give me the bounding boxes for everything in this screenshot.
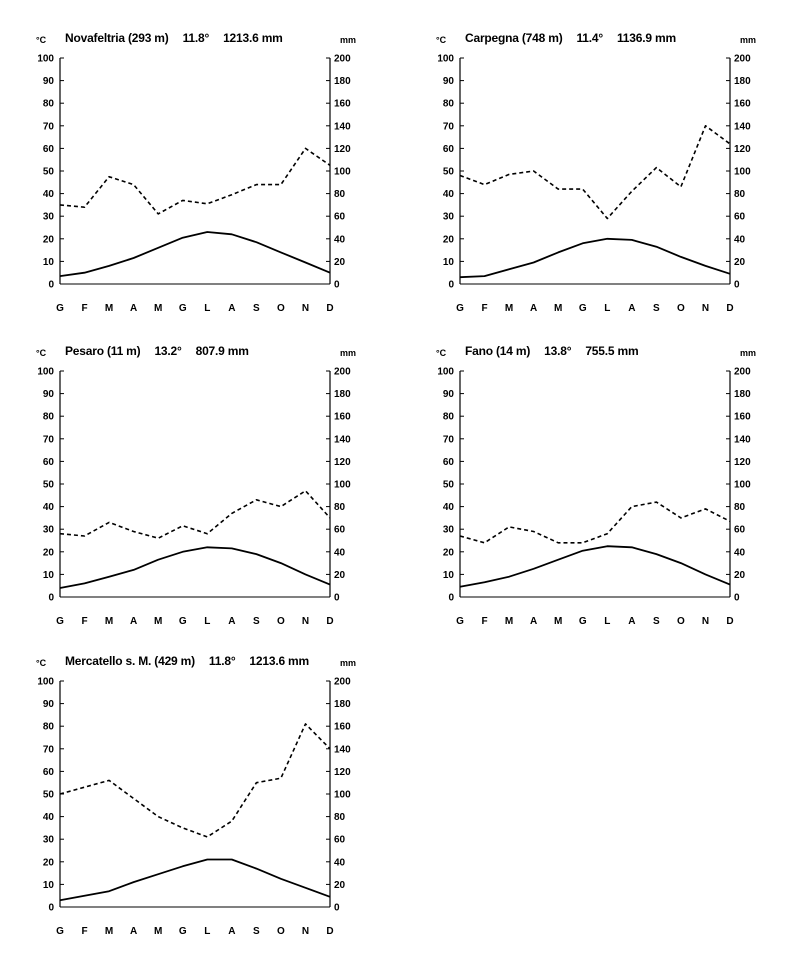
right-tick-label: 180 — [334, 76, 351, 88]
left-tick-label: 0 — [448, 279, 454, 291]
temp-unit-label: °C — [36, 658, 47, 668]
right-tick-label: 0 — [734, 592, 740, 604]
right-tick-label: 120 — [334, 456, 351, 468]
right-tick-label: 100 — [334, 166, 351, 178]
precipitation-line — [460, 502, 730, 543]
left-tick-label: 0 — [448, 592, 454, 604]
left-tick-label: 40 — [42, 812, 54, 824]
x-tick-label: L — [604, 616, 611, 627]
left-tick-label: 90 — [42, 699, 54, 711]
x-tick-label: M — [154, 303, 163, 314]
right-tick-label: 20 — [334, 569, 346, 581]
x-tick-label: F — [481, 616, 488, 627]
x-tick-label: S — [653, 303, 660, 314]
left-tick-label: 10 — [42, 569, 54, 581]
left-tick-label: 0 — [48, 592, 54, 604]
right-tick-label: 20 — [734, 569, 746, 581]
right-tick-label: 0 — [734, 279, 740, 291]
right-tick-label: 140 — [334, 744, 351, 756]
right-tick-label: 60 — [334, 211, 346, 223]
x-tick-label: M — [504, 616, 514, 627]
x-tick-label: G — [456, 303, 464, 314]
left-tick-label: 50 — [442, 166, 454, 178]
x-tick-label: D — [726, 303, 734, 314]
x-tick-label: O — [277, 303, 285, 314]
left-tick-label: 80 — [442, 411, 454, 423]
right-tick-label: 160 — [334, 98, 351, 110]
left-tick-label: 10 — [442, 256, 454, 268]
right-tick-label: 200 — [334, 676, 351, 688]
x-tick-label: S — [253, 303, 260, 314]
annual-precip: 755.5 mm — [585, 344, 639, 358]
left-tick-label: 0 — [48, 902, 54, 914]
temp-unit-label: °C — [36, 35, 47, 45]
left-tick-label: 50 — [42, 789, 54, 801]
right-tick-label: 80 — [734, 502, 746, 514]
left-tick-label: 30 — [42, 834, 54, 846]
left-tick-label: 90 — [442, 76, 454, 88]
temperature-line — [460, 546, 730, 587]
left-tick-label: 10 — [42, 879, 54, 891]
x-tick-label: D — [326, 303, 334, 314]
left-tick-label: 20 — [42, 234, 54, 246]
left-tick-label: 0 — [48, 279, 54, 291]
x-tick-label: M — [104, 616, 114, 627]
left-tick-label: 30 — [42, 524, 54, 536]
left-tick-label: 50 — [442, 479, 454, 491]
mean-temp: 13.2° — [154, 344, 182, 358]
left-tick-label: 60 — [42, 143, 54, 155]
right-tick-label: 40 — [334, 547, 346, 559]
right-tick-label: 100 — [734, 166, 751, 178]
chart-panel — [30, 30, 380, 330]
station-name: Mercatello s. M. (429 m) — [65, 654, 195, 668]
right-tick-label: 40 — [734, 547, 746, 559]
left-tick-label: 60 — [42, 766, 54, 778]
right-tick-label: 140 — [334, 121, 351, 133]
temp-unit-label: °C — [436, 348, 447, 358]
x-tick-label: M — [154, 926, 163, 937]
left-tick-label: 80 — [42, 721, 54, 733]
right-tick-label: 80 — [734, 189, 746, 201]
temperature-line — [60, 232, 330, 276]
left-tick-label: 30 — [442, 211, 454, 223]
x-tick-label: O — [677, 303, 685, 314]
right-tick-label: 120 — [334, 766, 351, 778]
left-tick-label: 70 — [42, 744, 54, 756]
annual-precip: 1136.9 mm — [617, 31, 676, 45]
left-tick-label: 40 — [442, 502, 454, 514]
chart-panel — [430, 30, 780, 330]
precipitation-line — [60, 491, 330, 538]
precip-unit-label: mm — [340, 35, 357, 45]
left-tick-label: 60 — [442, 456, 454, 468]
left-tick-label: 10 — [42, 256, 54, 268]
x-tick-label: D — [326, 926, 334, 937]
right-tick-label: 100 — [334, 479, 351, 491]
right-tick-label: 0 — [334, 902, 340, 914]
x-tick-label: G — [56, 926, 64, 937]
left-tick-label: 100 — [37, 366, 54, 378]
right-tick-label: 0 — [334, 592, 340, 604]
left-tick-label: 30 — [42, 211, 54, 223]
x-tick-label: N — [701, 303, 710, 314]
left-tick-label: 70 — [442, 434, 454, 446]
x-tick-label: L — [604, 303, 611, 314]
mean-temp: 11.8° — [182, 31, 210, 45]
x-tick-label: G — [456, 616, 464, 627]
left-tick-label: 80 — [42, 411, 54, 423]
right-tick-label: 120 — [334, 143, 351, 155]
precipitation-line — [60, 148, 330, 214]
right-tick-label: 180 — [334, 699, 351, 711]
x-tick-label: O — [677, 616, 685, 627]
right-tick-label: 40 — [734, 234, 746, 246]
left-tick-label: 80 — [442, 98, 454, 110]
right-tick-label: 80 — [334, 812, 346, 824]
right-tick-label: 100 — [334, 789, 351, 801]
left-tick-label: 100 — [437, 53, 454, 65]
x-tick-label: M — [104, 926, 114, 937]
right-tick-label: 0 — [334, 279, 340, 291]
x-tick-label: D — [326, 616, 334, 627]
left-tick-label: 100 — [37, 53, 54, 65]
right-tick-label: 20 — [734, 256, 746, 268]
x-tick-label: A — [130, 303, 138, 314]
x-tick-label: A — [228, 926, 236, 937]
left-tick-label: 20 — [42, 857, 54, 869]
x-tick-label: L — [204, 616, 211, 627]
x-tick-label: A — [228, 303, 236, 314]
x-tick-label: S — [653, 616, 660, 627]
mean-temp: 11.4° — [576, 31, 603, 45]
x-tick-label: G — [178, 926, 187, 937]
left-tick-label: 20 — [442, 234, 454, 246]
right-tick-label: 80 — [334, 189, 346, 201]
x-tick-label: F — [81, 303, 88, 314]
x-tick-label: G — [578, 303, 587, 314]
chart-svg — [430, 30, 780, 330]
right-tick-label: 200 — [734, 366, 751, 378]
precip-unit-label: mm — [740, 348, 757, 358]
right-tick-label: 120 — [734, 143, 751, 155]
right-tick-label: 200 — [334, 53, 351, 65]
right-tick-label: 200 — [734, 53, 751, 65]
x-tick-label: D — [726, 616, 734, 627]
x-tick-label: G — [56, 303, 64, 314]
temp-unit-label: °C — [436, 35, 447, 45]
x-tick-label: G — [178, 616, 187, 627]
right-tick-label: 80 — [334, 502, 346, 514]
chart-panel — [430, 343, 780, 643]
x-tick-label: F — [481, 303, 488, 314]
left-tick-label: 50 — [42, 166, 54, 178]
x-tick-label: N — [301, 926, 310, 937]
x-tick-label: F — [81, 926, 88, 937]
x-tick-label: S — [253, 926, 260, 937]
x-tick-label: O — [277, 616, 285, 627]
x-tick-label: M — [154, 616, 163, 627]
right-tick-label: 60 — [334, 524, 346, 536]
station-name: Novafeltria (293 m) — [65, 31, 169, 45]
right-tick-label: 140 — [734, 121, 751, 133]
x-tick-label: L — [204, 926, 211, 937]
annual-precip: 807.9 mm — [195, 344, 249, 358]
right-tick-label: 40 — [334, 857, 346, 869]
right-tick-label: 40 — [334, 234, 346, 246]
precip-unit-label: mm — [340, 658, 357, 668]
left-tick-label: 80 — [42, 98, 54, 110]
x-tick-label: N — [301, 303, 310, 314]
right-tick-label: 160 — [734, 411, 751, 423]
right-tick-label: 60 — [734, 524, 746, 536]
x-tick-label: M — [104, 303, 114, 314]
x-tick-label: A — [130, 616, 138, 627]
x-tick-label: L — [204, 303, 211, 314]
chart-svg — [30, 30, 380, 330]
left-tick-label: 100 — [437, 366, 454, 378]
left-tick-label: 10 — [442, 569, 454, 581]
left-tick-label: 70 — [42, 121, 54, 133]
right-tick-label: 60 — [734, 211, 746, 223]
station-name: Pesaro (11 m) — [65, 344, 141, 358]
x-tick-label: A — [628, 616, 636, 627]
x-tick-label: M — [554, 303, 563, 314]
station-name: Carpegna (748 m) — [465, 31, 563, 45]
right-tick-label: 180 — [334, 389, 351, 401]
right-tick-label: 20 — [334, 256, 346, 268]
annual-precip: 1213.6 mm — [223, 31, 283, 45]
temperature-line — [460, 239, 730, 277]
x-tick-label: A — [628, 303, 636, 314]
x-tick-label: F — [81, 616, 88, 627]
precipitation-line — [460, 126, 730, 219]
temperature-line — [60, 860, 330, 901]
right-tick-label: 160 — [334, 411, 351, 423]
station-name: Fano (14 m) — [465, 344, 531, 358]
x-tick-label: N — [301, 616, 310, 627]
left-tick-label: 60 — [42, 456, 54, 468]
left-tick-label: 30 — [442, 524, 454, 536]
x-tick-label: S — [253, 616, 260, 627]
chart-svg — [30, 653, 380, 953]
left-tick-label: 70 — [42, 434, 54, 446]
chart-panel — [30, 343, 380, 643]
left-tick-label: 20 — [442, 547, 454, 559]
left-tick-label: 100 — [37, 676, 54, 688]
left-tick-label: 50 — [42, 479, 54, 491]
mean-temp: 11.8° — [208, 654, 236, 668]
x-tick-label: A — [228, 616, 236, 627]
x-tick-label: A — [530, 616, 538, 627]
left-tick-label: 20 — [42, 547, 54, 559]
right-tick-label: 20 — [334, 879, 346, 891]
left-tick-label: 40 — [42, 189, 54, 201]
x-tick-label: N — [701, 616, 710, 627]
chart-panel — [30, 653, 380, 953]
right-tick-label: 100 — [734, 479, 751, 491]
x-tick-label: G — [178, 303, 187, 314]
left-tick-label: 70 — [442, 121, 454, 133]
temperature-line — [60, 547, 330, 588]
right-tick-label: 120 — [734, 456, 751, 468]
precip-unit-label: mm — [340, 348, 357, 358]
chart-svg — [30, 343, 380, 643]
right-tick-label: 160 — [734, 98, 751, 110]
right-tick-label: 160 — [334, 721, 351, 733]
left-tick-label: 90 — [442, 389, 454, 401]
x-tick-label: G — [578, 616, 587, 627]
precip-unit-label: mm — [740, 35, 757, 45]
right-tick-label: 60 — [334, 834, 346, 846]
right-tick-label: 140 — [334, 434, 351, 446]
chart-svg — [430, 343, 780, 643]
x-tick-label: A — [130, 926, 138, 937]
x-tick-label: M — [504, 303, 514, 314]
right-tick-label: 140 — [734, 434, 751, 446]
x-tick-label: O — [277, 926, 285, 937]
x-tick-label: G — [56, 616, 64, 627]
left-tick-label: 90 — [42, 389, 54, 401]
precipitation-line — [60, 724, 330, 837]
annual-precip: 1213.6 mm — [249, 654, 309, 668]
x-tick-label: M — [554, 616, 563, 627]
right-tick-label: 180 — [734, 76, 751, 88]
mean-temp: 13.8° — [544, 344, 572, 358]
left-tick-label: 40 — [442, 189, 454, 201]
left-tick-label: 90 — [42, 76, 54, 88]
left-tick-label: 60 — [442, 143, 454, 155]
right-tick-label: 180 — [734, 389, 751, 401]
left-tick-label: 40 — [42, 502, 54, 514]
x-tick-label: A — [530, 303, 538, 314]
right-tick-label: 200 — [334, 366, 351, 378]
temp-unit-label: °C — [36, 348, 47, 358]
